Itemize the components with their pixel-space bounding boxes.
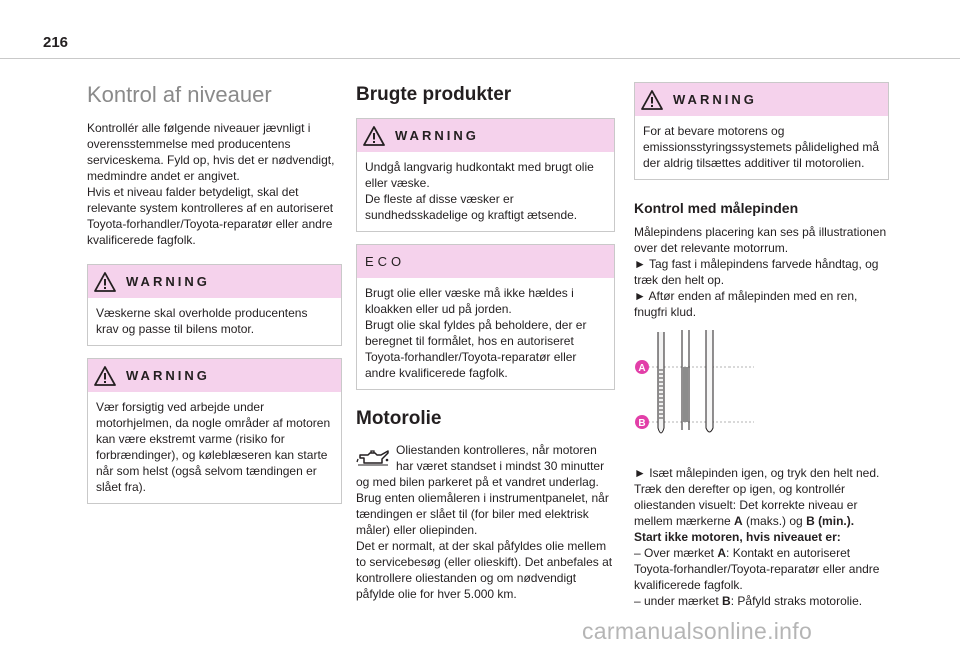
mark-b-min-ref: B (min.). [806, 514, 855, 528]
warning-header [88, 265, 341, 298]
column-1 [87, 82, 342, 516]
warning-label: WARNING [126, 368, 210, 383]
warning-triangle-icon [94, 366, 116, 386]
column-3 [634, 82, 889, 609]
marker-b-label: B [638, 418, 646, 429]
section-title-motorolie: Motorolie [356, 408, 442, 429]
subtitle-maalepinden: Kontrol med målepinden [634, 200, 799, 216]
oil-can-icon [356, 446, 390, 468]
top-rule [0, 58, 960, 59]
warning-label: WARNING [126, 274, 210, 289]
check-text-1: ► Isæt målepinden igen, og tryk den helt ned. Træk den derefter op igen, og kontrollér oliestanden visuelt: Det korrekte niveau er mellem mærkerne [634, 466, 880, 528]
marker-a-label: A [638, 363, 646, 374]
mark-a-ref: A [734, 514, 743, 528]
eco-box [356, 244, 615, 390]
maalepinden-intro: Målepindens placering kan ses på illustrationen over det relevante motorrum. ► Tag fast i målepindens farvede håndtag, og træk den helt op. ► Aftør enden af målepinden med en ren, fnugfri klud. [634, 225, 887, 319]
under-mark: B [722, 594, 731, 608]
warning-triangle-icon [363, 126, 385, 146]
under-prefix: – under mærket [634, 594, 723, 608]
warning-header [635, 83, 888, 116]
start-warning-line: Start ikke motoren, hvis niveauet er: [634, 530, 841, 544]
warning-header [88, 359, 341, 392]
page-number: 216 [43, 34, 69, 51]
maalepinden-check-text [634, 465, 889, 609]
check-text-2: (maks.) og [742, 514, 807, 528]
section-title-brugte: Brugte produkter [356, 84, 512, 105]
over-prefix: – Over mærket [634, 546, 718, 560]
over-mark: A [717, 546, 727, 560]
eco-header [357, 245, 614, 278]
section-title-kontrol: Kontrol af niveauer [87, 82, 272, 107]
warning-box-3 [356, 118, 615, 232]
warning-text: Vær forsigtig ved arbejde under motorhjelmen, da nogle områder af motoren kan være ekstremt varme (risiko for forbrændinger), og køleblæseren kan starte når som helst (også selvom tændingen er slået fra). [96, 400, 331, 494]
warning-text: Væskerne skal overholde producentens krav og passe til bilens motor. [96, 306, 308, 336]
warning-triangle-icon [641, 90, 663, 110]
warning-label: WARNING [395, 128, 479, 143]
intro-text: Kontrollér alle følgende niveauer jævnligt i overensstemmelse med producentens serviceskema. Fyld op, hvis det er nødvendigt, medmindre andet er angivet. Hvis et niveau falder betydeligt, skal det relevante system kontrolleres af en autoriseret Toyota-forhandler/Toyota-reparatør eller andre kvalificerede fagfolk. [87, 121, 335, 247]
warning-label: WARNING [673, 92, 757, 107]
warning-header [357, 119, 614, 152]
warning-box-2 [87, 358, 342, 504]
warning-box-1 [87, 264, 342, 346]
under-text: : Påfyld straks motorolie. [730, 594, 863, 608]
over-text: : Kontakt en autoriseret Toyota-forhandler/Toyota-reparatør eller andre kvalificerede fagfolk. [634, 546, 880, 592]
warning-box-4 [634, 82, 889, 180]
watermark[interactable]: carmanualsonline.info [582, 618, 813, 644]
column-2 [356, 82, 615, 602]
warning-text: For at bevare motorens og emissionsstyringssystemets pålidelighed må der aldrig tilsættes additiver til motorolien. [643, 124, 880, 170]
motorolie-body [356, 442, 615, 602]
warning-triangle-icon [94, 272, 116, 292]
motorolie-text: Oliestanden kontrolleres, når motoren har været standset i mindst 30 minutter og med bilen parkeret på et vandret underlag. Brug enten oliemåleren i instrumentpanelet, når tændingen er slået til (for biler med elektrisk måler) eller oliepinden. Det er normalt, at der skal påfyldes olie mellem to servicebesøg (eller olieskift). Det anbefales at kontrollere oliestanden og om nødvendigt påfylde olie for hver 5.000 km. [356, 443, 613, 601]
eco-text: Brugt olie eller væske må ikke hældes i kloakken eller ud på jorden. Brugt olie skal fyldes på beholdere, der er beregnet til formålet, hos en autoriseret Toyota-forhandler/Toyota-reparatør eller andre kvalificerede fagfolk. [365, 286, 587, 380]
warning-text: Undgå langvarig hudkontakt med brugt olie eller væske. De fleste af disse væsker er sundhedsskadelige og kraftigt ætsende. [365, 160, 594, 222]
dipstick-diagram [634, 330, 889, 448]
eco-label: ECO [365, 254, 406, 269]
